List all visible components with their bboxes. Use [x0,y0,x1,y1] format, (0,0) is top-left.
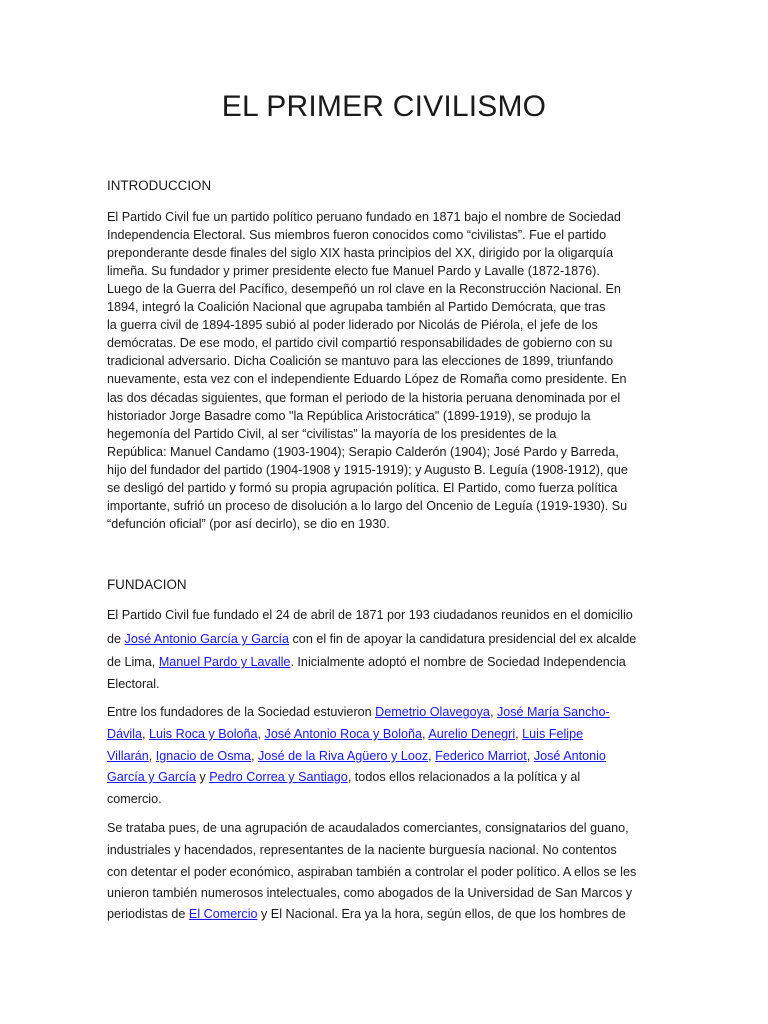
person-link[interactable]: Luis Felipe [522,727,584,741]
person-link[interactable]: Villarán [107,749,149,763]
fundacion-line [107,745,606,767]
text-segment: , todos ellos relacionados a la política y al [347,770,581,784]
person-link[interactable]: Manuel Pardo y Lavalle [158,655,291,669]
person-link[interactable]: José Antonio Roca y Boloña [264,727,423,741]
fundacion-line [107,673,160,695]
person-link[interactable]: García y García [107,770,196,784]
intro-line: 1894, integró la Coalición Nacional que agrupaba también al Partido Demócrata, que tras [107,300,606,315]
fundacion-line [107,817,629,839]
intro-line: limeña. Su fundador y primer presidente electo fue Manuel Pardo y Lavalle (1872-1876). [107,264,600,279]
fundacion-line [107,723,583,745]
text-segment: , [257,727,265,741]
text-segment: Se trataba pues, de una agrupación de acaudalados comerciantes, consignatarios del guano, [107,821,629,835]
text-segment: unieron también numerosos intelectuales, como abogados de la Universidad de San Marcos y [107,886,633,900]
intro-line: hijo del fundador del partido (1904-1908 y 1915-1919); y Augusto B. Leguía (1908-1912), que [107,462,628,477]
intro-line: tradicional adversario. Dicha Coalición se mantuvo para las elecciones de 1899, triunfando [107,354,614,369]
intro-line: Luego de la Guerra del Pacífico, desempeñó un rol clave en la Reconstrucción Nacional. En [107,282,621,297]
fundacion-line [107,604,633,626]
person-link[interactable]: Luis Roca y Boloña [149,727,258,741]
text-segment: de [107,632,125,646]
text-segment: y [195,770,210,784]
person-link[interactable]: José Antonio García y García [124,632,290,646]
text-segment: de Lima, [107,655,159,669]
intro-line: hegemonía del Partido Civil, al ser “civilistas” la mayoría de los presidentes de la [107,426,557,441]
intro-line: Independencia Electoral. Sus miembros fueron conocidos como “civilistas”. Fue el partido [107,228,607,243]
text-segment: Entre los fundadores de la Sociedad estuvieron [107,705,376,719]
fundacion-line [107,628,636,650]
person-link[interactable]: Dávila [107,727,142,741]
person-link[interactable]: José María Sancho- [496,705,610,719]
person-link[interactable]: Aurelio Denegri [428,727,516,741]
person-link[interactable]: Demetrio Olavegoya [375,705,490,719]
fundacion-line [107,861,636,883]
fundacion-line [107,651,626,673]
intro-line: historiador Jorge Basadre como "la República Aristocrática" (1899-1919), se produjo la [107,408,591,423]
text-segment: , [142,727,149,741]
fundacion-line [107,882,632,904]
intro-line: se desligó del partido y formó su propia agrupación política. El Partido, como fuerza política [107,480,618,495]
text-segment: El Partido Civil fue fundado el 24 de abril de 1871 por 193 ciudadanos reunidos en el domicilio [107,608,633,622]
fundacion-line [107,839,617,861]
text-segment: , [489,705,497,719]
person-link[interactable]: El Comercio [188,907,258,921]
person-link[interactable]: Federico Marriot [435,749,527,763]
text-segment: Electoral. [107,677,160,691]
intro-line: “defunción oficial” (por así decirlo), se dio en 1930. [107,516,390,531]
fundacion-line [107,766,580,788]
text-segment: , [428,749,436,763]
intro-line: la guerra civil de 1894-1895 subió al poder liderado por Nicolás de Piérola, el jefe de los [107,318,598,333]
text-segment: y El Nacional. Era ya la hora, según ellos, de que los hombres de [257,907,626,921]
fundacion-line [107,788,162,810]
text-segment: industriales y hacendados, representantes de la naciente burguesía nacional. No contentos [107,843,617,857]
text-segment: comercio. [107,792,162,806]
intro-line: nuevamente, esta vez con el independiente Eduardo López de Romaña como presidente. En [107,372,627,387]
fundacion-line [107,701,610,723]
page-title: EL PRIMER CIVILISMO [221,90,547,123]
intro-line: las dos décadas siguientes, que forman el periodo de la historia peruana denominada por el [107,390,621,405]
intro-heading: INTRODUCCION [107,178,212,193]
text-segment: , [422,727,429,741]
intro-line: importante, sufrió un proceso de disolución a lo largo del Oncenio de Leguía (1919-1930). Su [107,498,628,513]
text-segment: periodistas de [107,907,189,921]
text-segment: , [526,749,534,763]
person-link[interactable]: José de la Riva Agüero y Looz [258,749,429,763]
fundacion-line [107,903,626,925]
text-segment: con el fin de apoyar la candidatura presidencial del ex alcalde [289,632,637,646]
fundacion-heading: FUNDACION [107,577,187,592]
text-segment: , [251,749,258,763]
person-link[interactable]: Ignacio de Osma [155,749,251,763]
text-segment: , [148,749,156,763]
person-link[interactable]: Pedro Correa y Santiago [209,770,348,784]
intro-line: preponderante desde finales del siglo XIX hasta principios del XX, dirigido por la oligarquía [107,246,614,261]
intro-line: El Partido Civil fue un partido político peruano fundado en 1871 bajo el nombre de Sociedad [107,210,621,224]
person-link[interactable]: José Antonio [533,749,606,763]
text-segment: , [515,727,523,741]
intro-line: demócratas. De ese modo, el partido civil compartió responsabilidades de gobierno con su [107,336,613,351]
intro-line: República: Manuel Candamo (1903-1904); Serapio Calderón (1904); José Pardo y Barreda, [107,444,619,459]
text-segment: con detentar el poder económico, aspiraban también a controlar el poder político. A ellos se les [107,865,637,879]
text-segment: . Inicialmente adoptó el nombre de Sociedad Independencia [290,655,626,669]
